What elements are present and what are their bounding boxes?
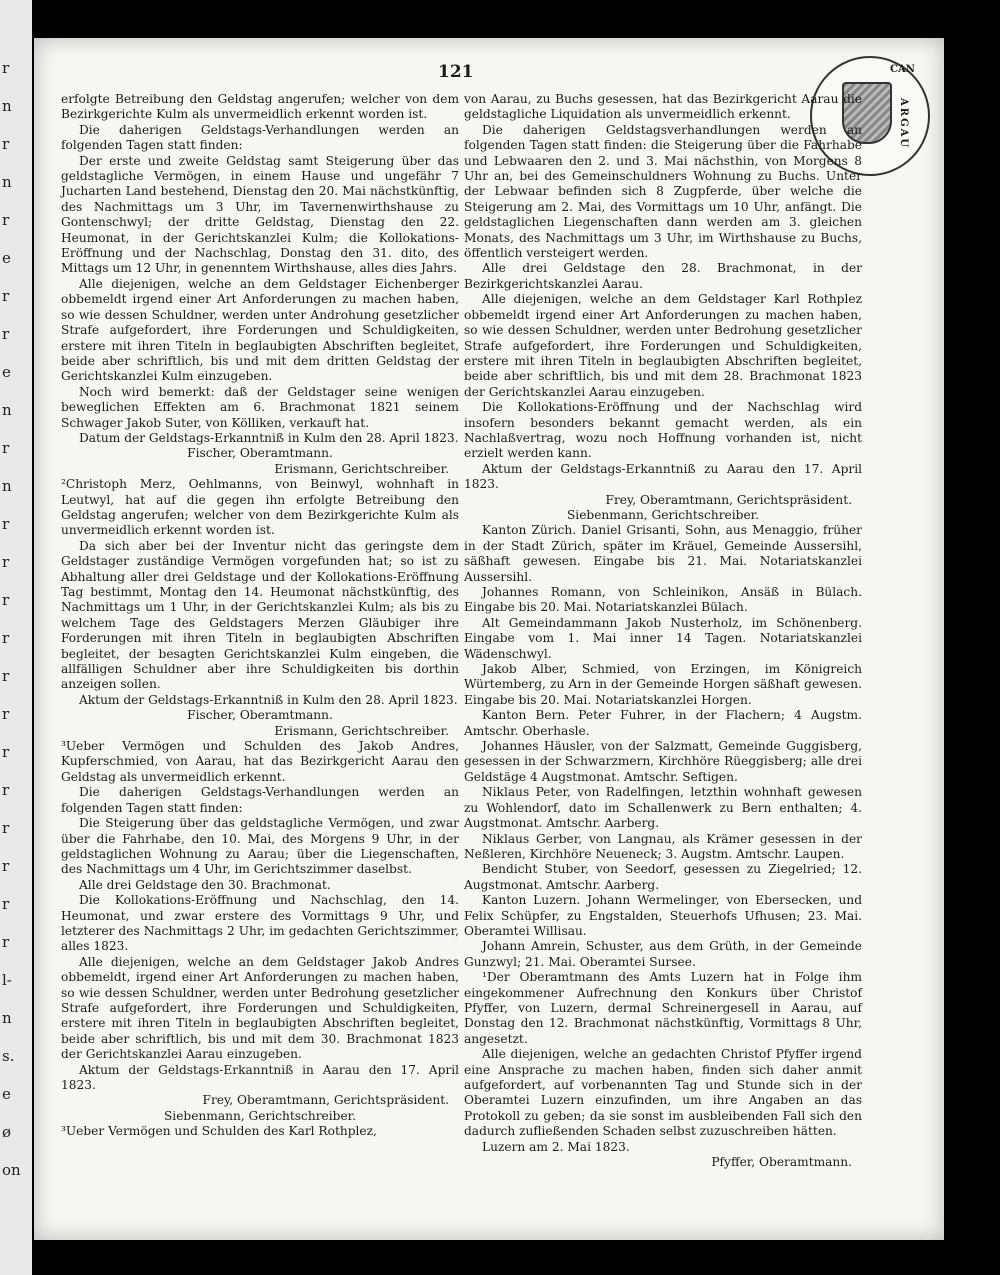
right-column-paragraph: Niklaus Gerber, von Langnau, als Krämer gesessen in der Neßleren, Kirchhöre Neueneck; 3. Augstm. Amtschr. Laupen. <box>464 831 862 861</box>
side-fragment: r <box>2 667 10 685</box>
right-column-paragraph: Aktum der Geldstags-Erkanntniß zu Aarau den 17. April 1823. <box>464 461 862 492</box>
side-fragment: n <box>2 97 12 115</box>
side-fragment: s. <box>2 1047 15 1065</box>
right-column-paragraph: Alle diejenigen, welche an gedachten Christof Pfyffer irgend eine Ansprache zu machen haben, finden sich daher anmit aufgefordert, auf vorbenannten Tag und Stunde sich in der Oberamtei Luzern einzufinden, um ihre Angaben an das Protokoll zu geben; da sie sonst im ausbleibenden Fall sich den dadurch zufließenden Schaden selbst zuzuschreiben hätten. <box>464 1047 862 1139</box>
side-fragment: n <box>2 401 12 419</box>
side-fragment: r <box>2 211 10 229</box>
right-column-paragraph: Kanton Zürich. Daniel Grisanti, Sohn, aus Menaggio, früher in der Stadt Zürich, später im Kräuel, Gemeinde Aussersihl, säßhaft gewesen. Eingabe bis 21. Mai. Notariatskanzlei Aussersihl. <box>464 523 862 584</box>
stamp-text-vertical: ARGAU <box>898 98 909 150</box>
side-fragment: e <box>2 363 11 381</box>
left-column-paragraph: Die daherigen Geldstags-Verhandlungen werden an folgenden Tagen statt finden: <box>61 122 459 153</box>
left-column-paragraph: ³Ueber Vermögen und Schulden des Karl Rothplez, <box>61 1124 377 1139</box>
side-fragment: r <box>2 895 10 913</box>
left-column-paragraph: Frey, Oberamtmann, Gerichtspräsident. <box>202 1093 449 1108</box>
right-column-paragraph: Jakob Alber, Schmied, von Erzingen, im Königreich Würtemberg, zu Arn in der Gemeinde Horgen säßhaft gewesen. Eingabe bis 20. Mai. Notariatskanzlei Horgen. <box>464 662 862 707</box>
right-column <box>464 92 862 1170</box>
left-column-paragraph: Erismann, Gerichtschreiber. <box>274 723 449 738</box>
side-fragment: r <box>2 629 10 647</box>
left-column-paragraph: Siebenmann, Gerichtschreiber. <box>163 1108 357 1123</box>
side-fragment: r <box>2 591 10 609</box>
side-fragment: ø <box>2 1123 12 1141</box>
left-column-paragraph: Die daherigen Geldstags-Verhandlungen werden an folgenden Tagen statt finden: <box>61 785 459 815</box>
right-column-paragraph: Alle drei Geldstage den 28. Brachmonat, in der Bezirkgerichtskanzlei Aarau. <box>464 261 862 291</box>
left-column-paragraph: Der erste und zweite Geldstag samt Steigerung über das geldstagliche Vermögen, in einem Hause und ungefähr 7 Jucharten Land bestehend, Dienstag den 20. Mai nächstkünftig, des Nachmittags um 3 Uhr, im Tavernenwirthshause zu Gontenschwyl; der dritte Geldstag, Dienstag den 22. Heumonat, in der Gerichtskanzlei Kulm; die Kollokations-Eröffnung und der Nachschlag, Donstag den 31. dito, des Mittags um 12 Uhr, in genenntem Wirthshause, alles dies Jahrs. <box>61 153 459 276</box>
left-column-paragraph: Aktum der Geldstags-Erkanntniß in Aarau den 17. April 1823. <box>61 1062 459 1092</box>
side-fragment: l- <box>2 971 12 989</box>
right-column-paragraph: Alle diejenigen, welche an dem Geldstager Karl Rothplez obbemeldt irgend einer Art Anforderungen zu machen haben, so wie dessen Schuldner, werden unter Bedrohung gesetzlicher Strafe aufgefordert, ihre Forderungen und Schuldigkeiten, erstere mit ihren Titeln in beglaubigten Abschriften begleitet, beide aber schriftlich, bis und mit dem 28. Brachmonat 1823 der Gerichtskanzlei Aarau einzugeben. <box>464 292 862 399</box>
side-fragment: r <box>2 515 10 533</box>
right-column-paragraph: Pfyffer, Oberamtmann. <box>711 1155 852 1170</box>
side-fragment: r <box>2 439 10 457</box>
document-page <box>34 38 944 1240</box>
right-column-paragraph: Bendicht Stuber, von Seedorf, gesessen zu Ziegelried; 12. Augstmonat. Amtschr. Aarberg. <box>464 862 862 892</box>
right-column-paragraph: Johannes Romann, von Schleinikon, Ansäß in Bülach. Eingabe bis 20. Mai. Notariatskanzlei Bülach. <box>464 585 862 615</box>
right-column-paragraph: ¹Der Oberamtmann des Amts Luzern hat in Folge ihm eingekommener Aufrechnung den Konkurs über Christof Pfyffer, von Luzern, dermal Schreinergesell in Aarau, auf Donstag den 12. Brachmonat nächstkünftig, Vormittags 8 Uhr, angesetzt. <box>464 970 862 1046</box>
left-column-paragraph: Noch wird bemerkt: daß der Geldstager seine wenigen beweglichen Effekten am 6. Brachmonat 1821 seinem Schwager Jakob Suter, von Kölliken, verkauft hat. <box>61 384 459 430</box>
side-fragment: r <box>2 819 10 837</box>
left-column-paragraph: Datum der Geldstags-Erkanntniß in Kulm den 28. April 1823. <box>79 430 459 445</box>
side-fragment: n <box>2 1009 12 1027</box>
left-column-paragraph: Die Steigerung über das geldstagliche Vermögen, und zwar über die Fahrhabe, den 10. Mai, des Morgens 9 Uhr, in der geldstaglichen Wohnung zu Aarau; über die Liegenschaften, des Nachmittags um 4 Uhr, im Gerichtszimmer daselbst. <box>61 816 459 877</box>
left-column-paragraph: Fischer, Oberamtmann. <box>187 446 333 461</box>
right-column-paragraph: Luzern am 2. Mai 1823. <box>482 1139 630 1154</box>
right-column-paragraph: Johann Amrein, Schuster, aus dem Grüth, in der Gemeinde Gunzwyl; 21. Mai. Oberamtei Sursee. <box>464 939 862 969</box>
side-fragment: on <box>2 1161 21 1179</box>
stamp-text-top: CAN <box>890 64 915 75</box>
side-fragment: r <box>2 743 10 761</box>
left-column-paragraph: ³Ueber Vermögen und Schulden des Jakob Andres, Kupferschmied, von Aarau, hat das Bezirkgericht Aarau den Geldstag als unvermeidlich erkennt. <box>61 739 459 784</box>
side-fragment: r <box>2 705 10 723</box>
right-column-paragraph: Die daherigen Geldstagsverhandlungen werden an folgenden Tagen statt finden: die Steigerung über die Fahrhabe und Lebwaaren den 2. und 3. Mai nächsthin, von Morgens 8 Uhr an, bei des Gemeinschuldners Wohnung zu Buchs. Unter der Lebwaar befinden sich 8 Zugpferde, über welche die Steigerung am 2. Mai, des Vormittags um 10 Uhr, anfängt. Die geldstaglichen Liegenschaften dann werden am 3. gleichen Monats, des Nachmittags um 3 Uhr, im Wirthshause zu Buchs, öffentlich versteigert werden. <box>464 122 862 261</box>
side-fragment: n <box>2 173 12 191</box>
page-number: 121 <box>438 62 474 82</box>
side-fragment: r <box>2 781 10 799</box>
left-column-paragraph: Alle diejenigen, welche an dem Geldstager Jakob Andres obbemeldt, irgend einer Art Anforderungen zu machen haben, so wie dessen Schuldner, werden unter Bedrohung gesetzlicher Strafe aufgefordert, ihre Forderungen und Schuldigkeiten, erstere mit ihren Titeln in beglaubigten Abschriften begleitet, beide aber schriftlich, bis und mit dem 30. Brachmonat 1823 der Gerichtskanzlei Aarau einzugeben. <box>61 954 459 1062</box>
side-fragment: r <box>2 59 10 77</box>
left-column-paragraph: erfolgte Betreibung den Geldstag angerufen; welcher von dem Bezirkgerichte Kulm als unvermeidlich erkennt worden ist. <box>61 92 459 122</box>
right-column-paragraph: Frey, Oberamtmann, Gerichtspräsident. <box>605 492 852 507</box>
right-column-paragraph: von Aarau, zu Buchs gesessen, hat das Bezirkgericht Aarau die geldstagliche Liquidation als unvermeidlich erkennt. <box>464 92 862 122</box>
right-column-paragraph: Kanton Bern. Peter Fuhrer, in der Flachern; 4 Augstm. Amtschr. Oberhasle. <box>464 708 862 738</box>
side-fragment: e <box>2 249 11 267</box>
side-fragment: r <box>2 287 10 305</box>
left-column-paragraph: ²Christoph Merz, Oehlmanns, von Beinwyl, wohnhaft in Leutwyl, hat auf die gegen ihn erfolgte Betreibung den Geldstag angerufen; welcher von dem Bezirkgerichte Kulm als unvermeidlich erkennt worden ist. <box>61 477 459 538</box>
left-column-paragraph: Da sich aber bei der Inventur nicht das geringste dem Geldstager zuständige Vermögen vorgefunden hat; so ist zu Abhaltung aller drei Geldstage und der Kollokations-Eröffnung Tag bestimmt, Montag den 14. Heumonat nächstkünftig, des Nachmittags um 1 Uhr, in der Gerichtskanzlei Kulm; als bis zu welchem Tage des Geldstagers Merzen Gläubiger ihre Forderungen mit ihren Titeln in beglaubigten Abschriften begleitet, der besagten Gerichtskanzlei Kulm eingeben, die allfälligen Schuldner aber ihre Schuldigkeiten bis dorthin anzeigen sollen. <box>61 538 459 692</box>
right-column-paragraph: Kanton Luzern. Johann Wermelinger, von Ebersecken, und Felix Schüpfer, zu Engstalden, Steuerhofs Ufhusen; 23. Mai. Oberamtei Willisau. <box>464 893 862 938</box>
side-fragment: r <box>2 553 10 571</box>
side-fragment: r <box>2 325 10 343</box>
left-column-paragraph: Alle drei Geldstage den 30. Brachmonat. <box>79 877 331 892</box>
side-fragment: r <box>2 857 10 875</box>
left-column-paragraph: Aktum der Geldstags-Erkanntniß in Kulm den 28. April 1823. <box>79 692 458 707</box>
right-column-paragraph: Alt Gemeindammann Jakob Nusterholz, im Schönenberg. Eingabe vom 1. Mai inner 14 Tagen. Notariatskanzlei Wädenschwyl. <box>464 615 862 661</box>
side-fragment: n <box>2 477 12 495</box>
left-column <box>61 92 459 1140</box>
left-column-paragraph: Die Kollokations-Eröffnung und Nachschlag, den 14. Heumonat, und zwar erstere des Vormittags 9 Uhr, und letzterer des Nachmittags 2 Uhr, im gedachten Gerichtszimmer, alles 1823. <box>61 893 459 954</box>
left-column-paragraph: Fischer, Oberamtmann. <box>187 708 333 723</box>
side-fragment: r <box>2 933 10 951</box>
left-column-paragraph: Erismann, Gerichtschreiber. <box>274 461 449 476</box>
side-fragment: e <box>2 1085 11 1103</box>
right-column-paragraph: Siebenmann, Gerichtschreiber. <box>566 507 760 522</box>
right-column-paragraph: Die Kollokations-Eröffnung und der Nachschlag wird insofern besonders bekannt gemacht werden, als ein Nachlaßvertrag, wozu noch Hoffnung vorhanden ist, nicht erzielt werden kann. <box>464 400 862 461</box>
right-column-paragraph: Johannes Häusler, von der Salzmatt, Gemeinde Guggisberg, gesessen in der Schwarzmern, Kirchhöre Rüeggisberg; alle drei Geldstäge 4 Augstmonat. Amtschr. Seftigen. <box>464 739 862 784</box>
side-fragment: r <box>2 135 10 153</box>
adjacent-page-strip <box>0 0 32 1275</box>
right-column-paragraph: Niklaus Peter, von Radelfingen, letzthin wohnhaft gewesen zu Wohlendorf, dato im Schallenwerk zu Bern enthalten; 4. Augstmonat. Amtschr. Aarberg. <box>464 785 862 831</box>
left-column-paragraph: Alle diejenigen, welche an dem Geldstager Eichenberger obbemeldt irgend einer Art Anforderungen zu machen haben, so wie dessen Schuldner, werden unter Androhung gesetzlicher Strafe aufgefordert, ihre Forderungen und Schuldigkeiten, erstere mit ihren Titeln in beglaubigten Abschriften begleitet, beide aber schriftlich, bis und mit dem dritten Geldstag der Gerichtskanzlei Kulm einzugeben. <box>61 276 459 384</box>
